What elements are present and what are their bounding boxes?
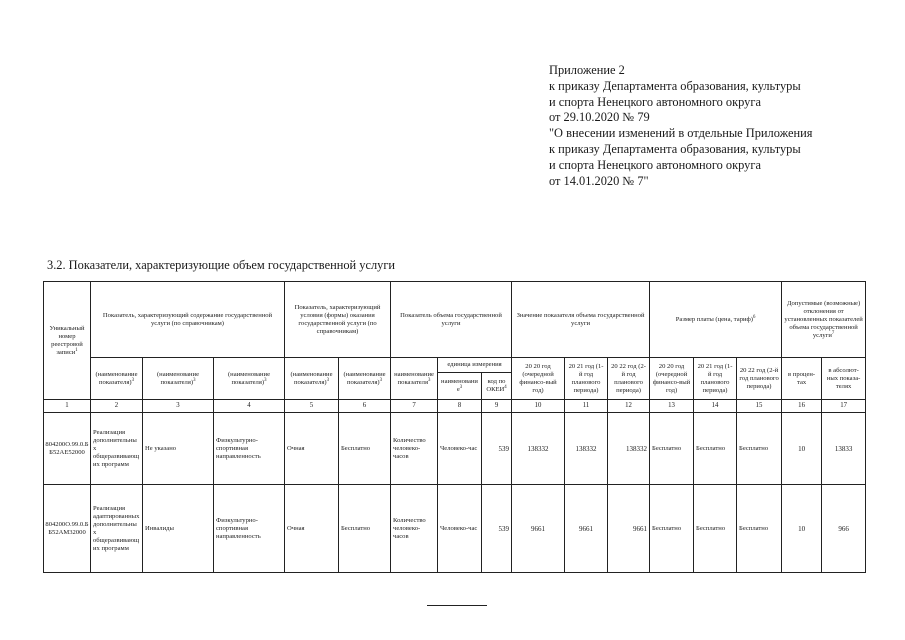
column-number: 8 (438, 400, 482, 413)
volume-indicators-table (43, 281, 866, 573)
header-row-2 (44, 358, 866, 373)
content-cell: Физкультурно-спортивная направленность (214, 485, 285, 573)
column-number: 10 (512, 400, 565, 413)
value-cell: 138332 (512, 413, 565, 485)
column-numbers-row (44, 400, 866, 413)
deviation-absolute-cell: 966 (822, 485, 866, 573)
header-year: 20 20 год (очередной финансо-вый год) (512, 358, 565, 400)
header-okei-code: код по ОКЕИ$^4$ (482, 373, 512, 400)
column-number: 4 (214, 400, 285, 413)
column-number: 14 (694, 400, 737, 413)
header-unit: единица измерения (438, 358, 512, 373)
header-name-cell: (наименование показателя)$^3$ (285, 358, 339, 400)
appendix-line: от 29.10.2020 № 79 (549, 110, 650, 125)
header-deviations: Допустимые (возможные) отклонения от установленных показателей объема государственной услуги$^7$ (782, 282, 866, 358)
header-year: 20 22 год (2-й год планового периода) (608, 358, 650, 400)
appendix-line: Приложение 2 (549, 63, 625, 77)
header-percent: в процен-тах (782, 358, 822, 400)
okei-cell: 539 (482, 485, 512, 573)
fee-cell: Бесплатно (650, 413, 694, 485)
value-cell: 9661 (512, 485, 565, 573)
column-number: 12 (608, 400, 650, 413)
value-cell: 9661 (608, 485, 650, 573)
header-year: 20 20 год (очередной финансо-вый год) (650, 358, 694, 400)
header-row-1 (44, 282, 866, 358)
column-number: 11 (565, 400, 608, 413)
column-number: 9 (482, 400, 512, 413)
content-cell: Инвалиды (143, 485, 214, 573)
unit-name-cell: Человеко-час (438, 485, 482, 573)
appendix-line: "О внесении изменений в отдельные Приложения (549, 126, 813, 141)
column-number: 17 (822, 400, 866, 413)
table-row (44, 413, 866, 485)
header-fee: Размер платы (цена, тариф)$^6$ (650, 282, 782, 358)
content-cell: Реализация адаптированных дополнительных общеразвивающих программ (91, 485, 143, 573)
column-number: 5 (285, 400, 339, 413)
okei-cell: 539 (482, 413, 512, 485)
table-row (44, 485, 866, 573)
value-cell: 138332 (608, 413, 650, 485)
condition-cell: Очная (285, 413, 339, 485)
column-number: 13 (650, 400, 694, 413)
header-absolute: в абсолют-ных показа-телях (822, 358, 866, 400)
content-cell: Физкультурно-спортивная направленность (214, 413, 285, 485)
header-name-cell: (наименование показателя)$^3$ (214, 358, 285, 400)
deviation-absolute-cell: 13833 (822, 413, 866, 485)
unique-number-cell: 804200О.99.0.ББ52АЕ52000 (44, 413, 91, 485)
appendix-line: и спорта Ненецкого автономного округа (549, 157, 761, 172)
header-year: 20 21 год (1-й год планового периода) (565, 358, 608, 400)
header-conditions-indicator: Показатель, характеризующий условия (формы) оказания государственной услуги (по справочникам) (285, 282, 391, 358)
condition-cell: Бесплатно (339, 413, 391, 485)
value-cell: 9661 (565, 485, 608, 573)
column-number: 6 (339, 400, 391, 413)
header-indicator-name: наименование показателя$^3$ (391, 358, 438, 400)
unique-number-cell: 804200О.99.0.ББ52АМ32000 (44, 485, 91, 573)
indicator-cell: Количество человеко-часов (391, 485, 438, 573)
column-number: 16 (782, 400, 822, 413)
fee-cell: Бесплатно (650, 485, 694, 573)
appendix-line: и спорта Ненецкого автономного округа (549, 94, 761, 109)
column-number: 15 (737, 400, 782, 413)
unit-name-cell: Человеко-час (438, 413, 482, 485)
header-unit-name: наименование$^3$ (438, 373, 482, 400)
deviation-percent-cell: 10 (782, 485, 822, 573)
indicator-cell: Количество человеко-часов (391, 413, 438, 485)
fee-cell: Бесплатно (694, 413, 737, 485)
condition-cell: Бесплатно (339, 485, 391, 573)
header-name-cell: (наименование показателя)$^3$ (91, 358, 143, 400)
header-name-cell: (наименование показателя)$^3$ (339, 358, 391, 400)
content-cell: Реализация дополнительных общеразвивающих программ (91, 413, 143, 485)
header-name-cell: (наименование показателя)$^3$ (143, 358, 214, 400)
appendix-header (549, 63, 869, 189)
appendix-line: к приказу Департамента образования, культуры (549, 78, 801, 93)
header-year: 20 21 год (1-й год планового периода) (694, 358, 737, 400)
fee-cell: Бесплатно (737, 485, 782, 573)
condition-cell: Очная (285, 485, 339, 573)
section-title: 3.2. Показатели, характеризующие объем государственной услуги (47, 258, 396, 272)
column-number: 1 (44, 400, 91, 413)
header-volume-indicator: Показатель объема государственной услуги (391, 282, 512, 358)
content-cell: Не указано (143, 413, 214, 485)
deviation-percent-cell: 10 (782, 413, 822, 485)
appendix-line: к приказу Департамента образования, культуры (549, 141, 801, 156)
appendix-line: от 14.01.2020 № 7" (549, 173, 649, 188)
value-cell: 138332 (565, 413, 608, 485)
header-content-indicator: Показатель, характеризующий содержание государственной услуги (по справочникам) (91, 282, 285, 358)
footnote-separator (427, 605, 487, 606)
fee-cell: Бесплатно (694, 485, 737, 573)
header-volume-value: Значение показателя объема государственной услуги (512, 282, 650, 358)
header-year: 20 22 год (2-й год планового периода) (737, 358, 782, 400)
column-number: 2 (91, 400, 143, 413)
column-number: 3 (143, 400, 214, 413)
fee-cell: Бесплатно (737, 413, 782, 485)
column-number: 7 (391, 400, 438, 413)
header-unique-number: Уникальный номер реестровой записи$^1$ (44, 282, 91, 400)
